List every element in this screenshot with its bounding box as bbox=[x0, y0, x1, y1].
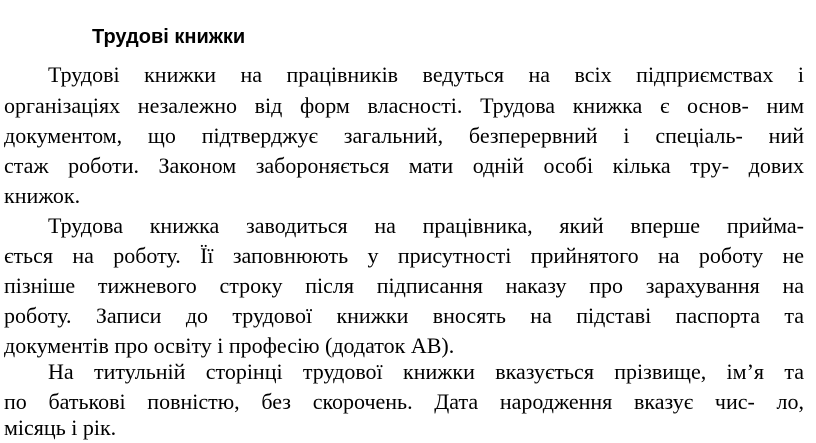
page-title: Трудові книжки bbox=[92, 26, 246, 48]
paragraph-2-line: роботу. Записи до трудової книжки вносять на підставі паспорта та bbox=[4, 303, 804, 328]
paragraph-2-line: документів про освіту і професію (додаток АВ). bbox=[4, 333, 455, 358]
paragraph-3-line: На титульній сторінці трудової книжки вказується прізвище, ім’я та bbox=[48, 359, 804, 384]
paragraph-2-line: ється на роботу. Її заповнюють у присутності прийнятого на роботу не bbox=[4, 243, 804, 268]
paragraph-1-line: Трудові книжки на працівників ведуться на всіх підприємствах і bbox=[48, 62, 804, 87]
paragraph-2-line: пізніше тижневого строку після підписання наказу про зарахування на bbox=[4, 273, 804, 298]
paragraph-3-line: по батькові повністю, без скорочень. Дата народження вказує чис- ло, bbox=[4, 389, 804, 414]
paragraph-1-line: документом, що підтверджує загальний, безперервний і спеціаль- ний bbox=[4, 123, 804, 148]
paragraph-1-line: стаж роботи. Законом забороняється мати одній особі кілька тру- дових bbox=[4, 153, 804, 178]
paragraph-3-line: місяць і рік. bbox=[4, 415, 117, 440]
paragraph-1-line: організаціях незалежно від форм власності. Трудова книжка є основ- ним bbox=[4, 93, 804, 118]
paragraph-1-line: книжок. bbox=[4, 183, 81, 208]
paragraph-2-line: Трудова книжка заводиться на працівника, який вперше прийма- bbox=[48, 213, 804, 238]
